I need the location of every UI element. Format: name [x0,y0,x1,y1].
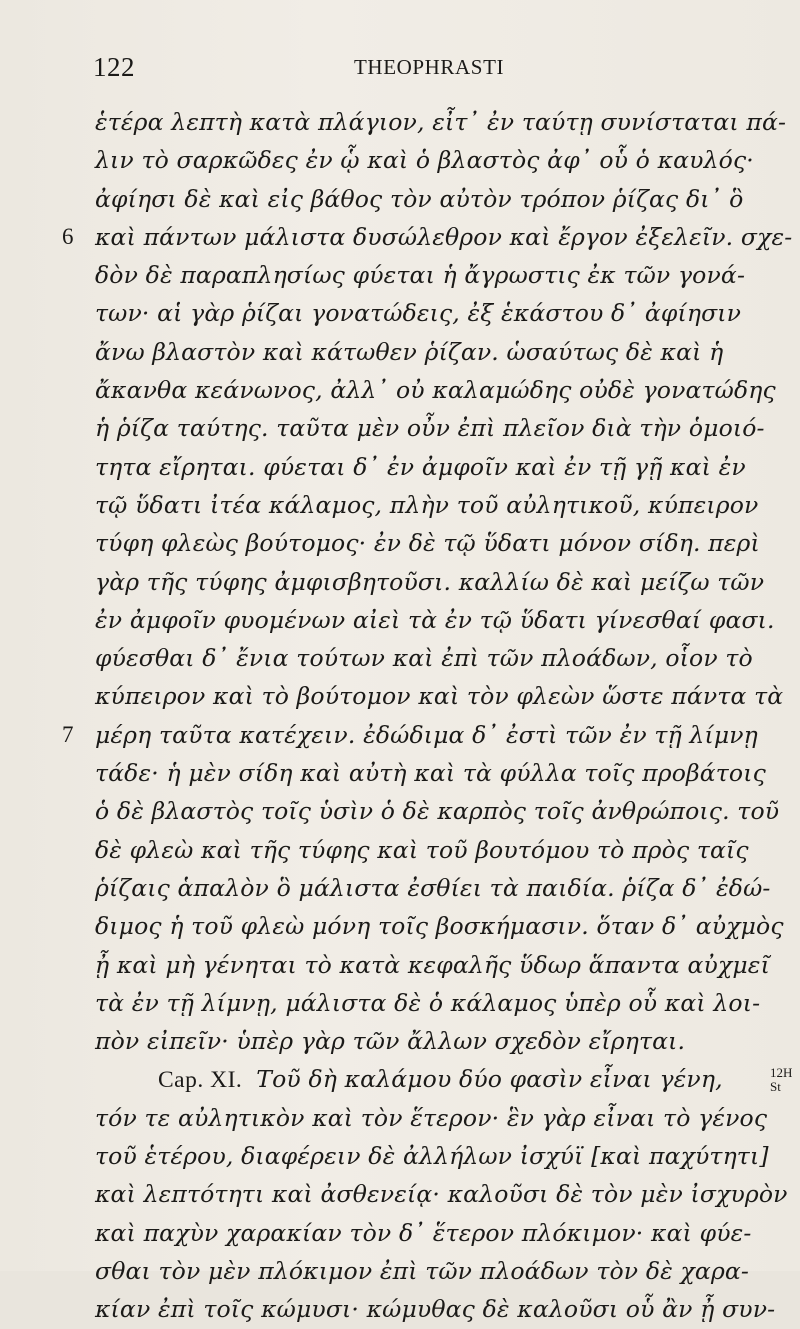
line-text: δὸν δὲ παραπλησίως φύεται ἡ ἄγρωστις ἐκ τῶν γονά- [95,261,746,290]
chapter-first-line [158,1060,723,1099]
text-line [0,639,800,677]
text-line [0,333,800,371]
line-text: φύεσθαι δ᾿ ἔνια τούτων καὶ ἐπὶ τῶν πλοάδων, οἷον τὸ [95,644,753,673]
text-line [0,563,800,601]
running-head: THEOPHRASTI [354,55,505,79]
text-line [0,524,800,562]
line-text: τύφη φλεὼς βούτομος· ἐν δὲ τῷ ὕδατι μόνον σίδη. περὶ [95,529,760,558]
text-line [0,984,800,1022]
text-line [0,294,800,332]
text-line [0,409,800,447]
line-text: διμος ἡ τοῦ φλεὼ μόνη τοῖς βοσκήμασιν. ὅταν δ᾿ αὐχμὸς [95,912,784,941]
text-line [0,869,800,907]
line-text: ᾖ καὶ μὴ γένηται τὸ κατὰ κεφαλῆς ὕδωρ ἅπαντα αὐχμεῖ [95,950,770,979]
text-line [0,486,800,524]
line-text: κύπειρον καὶ τὸ βούτομον καὶ τὸν φλεὼν ὥστε πάντα τὰ [95,682,784,711]
text-line [0,907,800,945]
line-text: καὶ λεπτότητι καὶ ἀσθενείᾳ· καλοῦσι δὲ τὸν μὲν ἰσχυρὸν [95,1180,788,1209]
stephanus-marker [770,1066,800,1094]
line-text: ἐν ἀμφοῖν φυομένων αἰεὶ τὰ ἐν τῷ ὕδατι γίνεσθαί φασι. [95,605,775,634]
text-line [0,1290,800,1328]
section-number-7: 7 [62,721,74,747]
line-text: καὶ πάντων μάλιστα δυσώλεθρον καὶ ἔργον ἐξελεῖν. σχε- [95,222,793,251]
line-text: τητα εἴρηται. φύεται δ᾿ ἐν ἀμφοῖν καὶ ἐν τῇ γῇ καὶ ἐν [95,452,746,481]
line-text: ἄνω βλαστὸν καὶ κάτωθεν ῥίζαν. ὡσαύτως δὲ καὶ ἡ [95,337,724,366]
text-line [0,716,800,754]
text-line [0,1137,800,1175]
line-text: των· αἱ γὰρ ῥίζαι γονατώδεις, ἐξ ἑκάστου δ᾿ ἀφίησιν [95,299,742,328]
text-line [0,677,800,715]
line-text: λιν τὸ σαρκῶδες ἐν ᾧ καὶ ὁ βλαστὸς ἀφ᾿ οὗ ὁ καυλός· [95,146,754,175]
section-number-6: 6 [62,223,74,249]
text-line [0,946,800,984]
text-line [0,1022,800,1060]
line-text: ἑτέρα λεπτὴ κατὰ πλάγιον, εἶτ᾿ ἐν ταύτῃ συνίσταται πά- [95,108,787,136]
line-text: μέρη ταῦτα κατέχειν. ἐδώδιμα δ᾿ ἐστὶ τῶν ἐν τῇ λίμνῃ [95,720,758,749]
text-line [0,103,800,141]
line-text: ῥίζαις ἁπαλὸν ὃ μάλιστα ἐσθίει τὰ παιδία. ῥίζα δ᾿ ἐδώ- [95,873,771,902]
text-line [0,218,800,256]
line-text: πὸν εἰπεῖν· ὑπὲρ γὰρ τῶν ἄλλων σχεδὸν εἴρηται. [95,1027,686,1056]
line-text: τοῦ ἑτέρου, διαφέρειν δὲ ἀλλήλων ἰσχύϊ [καὶ παχύτητι] [95,1142,769,1171]
text-line [0,1099,800,1137]
text-line [0,141,800,179]
line-text: σθαι τὸν μὲν πλόκιμον ἐπὶ τῶν πλοάδων τὸν δὲ χαρα- [95,1256,750,1285]
text-line [0,831,800,869]
line-text: δὲ φλεὼ καὶ τῆς τύφης καὶ τοῦ βουτόμου τὸ πρὸς ταῖς [95,835,749,864]
text-line [0,1214,800,1252]
margin-ref-top: 12H [770,1065,793,1081]
text-line [0,1175,800,1213]
text-line [0,792,800,830]
text-line [0,256,800,294]
text-line [0,1252,800,1290]
chapter-heading-line [0,1060,800,1098]
line-text: τόν τε αὐλητικὸν καὶ τὸν ἕτερον· ἓν γὰρ εἶναι τὸ γένος [95,1103,768,1132]
text-line [0,601,800,639]
text-line [0,180,800,218]
line-text: τὰ ἐν τῇ λίμνῃ, μάλιστα δὲ ὁ κάλαμος ὑπὲρ οὗ καὶ λοι- [95,988,761,1017]
line-text: καὶ παχὺν χαρακίαν τὸν δ᾿ ἕτερον πλόκιμον· καὶ φύε- [95,1218,752,1247]
line-text: ἀφίησι δὲ καὶ εἰς βάθος τὸν αὐτὸν τρόπον ῥίζας δι᾿ ὃ [95,184,744,213]
line-text: κίαν ἐπὶ τοῖς κώμυσι· κώμυθας δὲ καλοῦσι οὗ ἂν ᾖ συν- [95,1295,776,1324]
line-text: ἡ ῥίζα ταύτης. ταῦτα μὲν οὖν ἐπὶ πλεῖον διὰ τὴν ὁμοιό- [95,414,765,443]
line-text: τῷ ὕδατι ἰτέα κάλαμος, πλὴν τοῦ αὐλητικοῦ, κύπειρον [95,490,759,519]
chapter-first-line-text: Τοῦ δὴ καλάμου δύο φασὶν εἶναι γένη, [256,1065,723,1094]
line-text: τάδε· ἡ μὲν σίδη καὶ αὐτὴ καὶ τὰ φύλλα τοῖς προβάτοις [95,759,766,788]
text-line [0,448,800,486]
page-header [0,48,800,88]
line-text: ἄκανθα κεάνωνος, ἀλλ᾿ οὐ καλαμώδης οὐδὲ γονατώδης [95,376,776,405]
page-number: 122 [93,52,135,82]
line-text: γὰρ τῆς τύφης ἀμφισβητοῦσι. καλλίω δὲ καὶ μείζω τῶν [95,567,765,596]
line-text: ὁ δὲ βλαστὸς τοῖς ὑσὶν ὁ δὲ καρπὸς τοῖς ἀνθρώποις. τοῦ [95,797,780,826]
body-text [0,103,800,1329]
margin-ref-bottom: St [770,1079,781,1095]
text-line [0,371,800,409]
chapter-label: Cap. XI. [158,1067,243,1094]
text-line [0,754,800,792]
